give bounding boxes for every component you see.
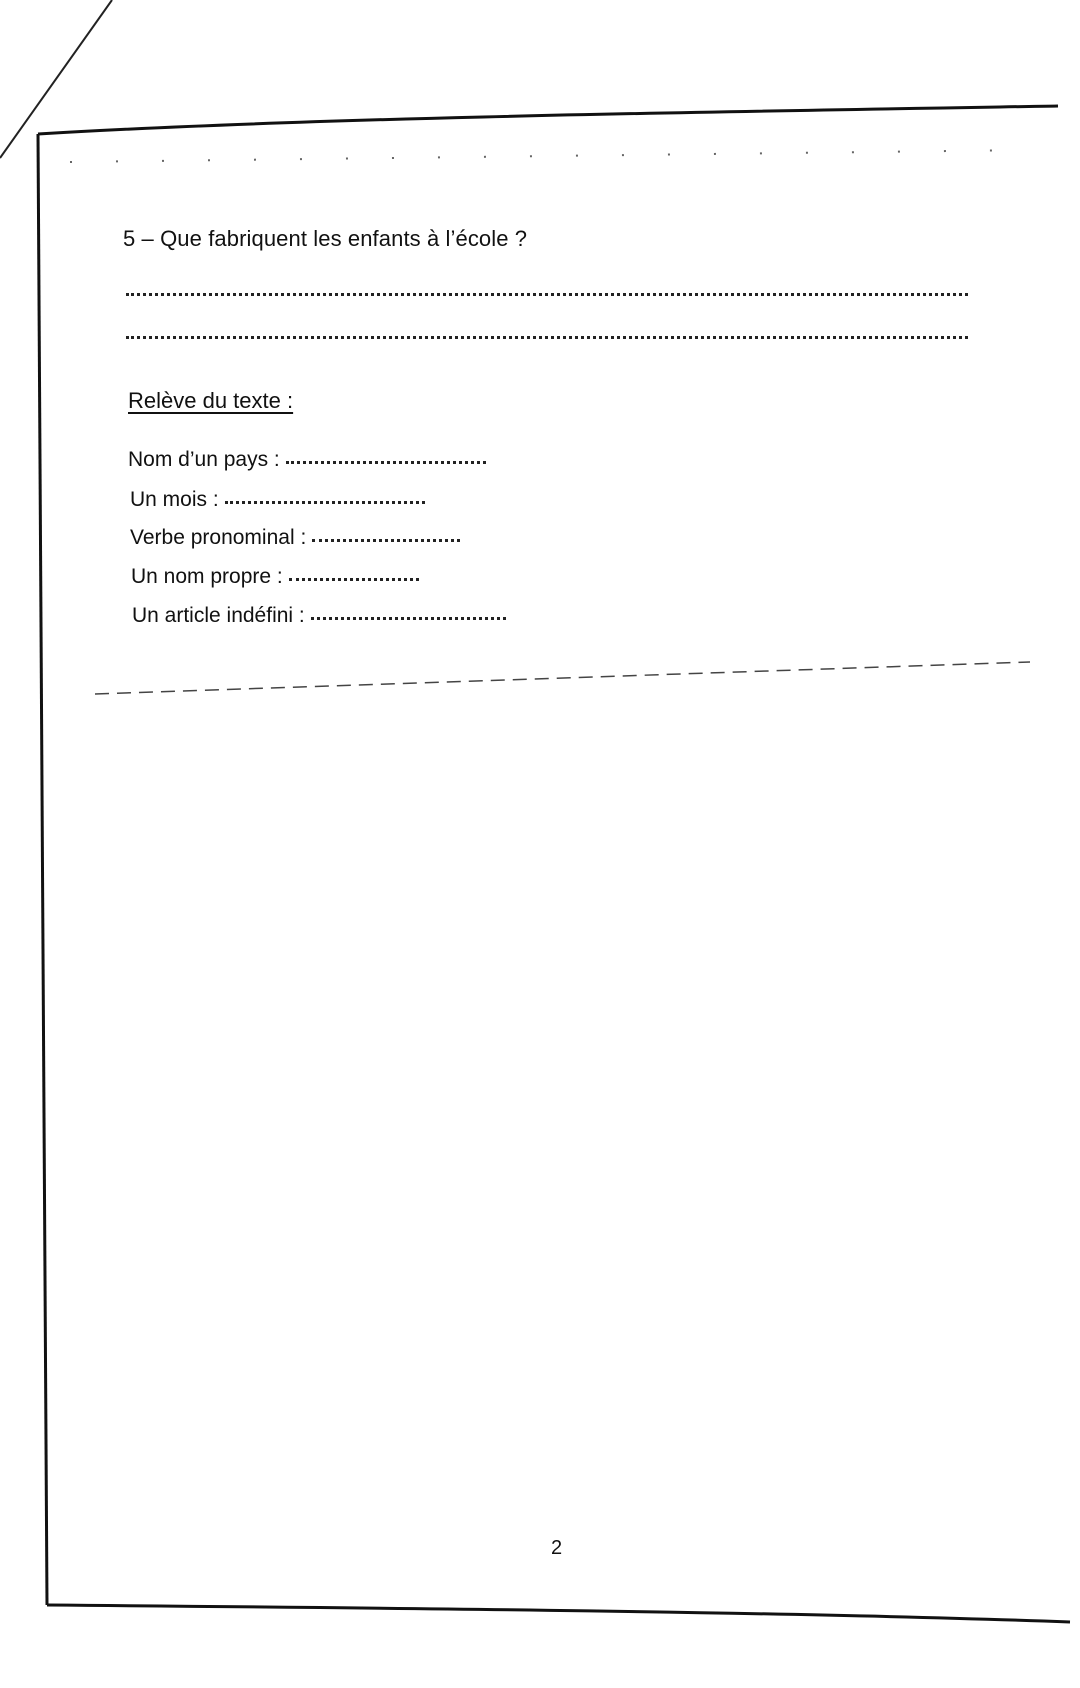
page-number: 2 (551, 1537, 563, 1559)
blank-line (312, 539, 460, 542)
blank-line (286, 461, 486, 464)
field-country (128, 448, 486, 472)
field-indefinite-article (132, 604, 506, 628)
field-proper-noun (131, 565, 419, 589)
field-label: Un nom propre : (131, 565, 283, 588)
question-5: 5 – Que fabriquent les enfants à l’école ? (123, 226, 528, 251)
field-month (130, 488, 425, 512)
field-pronominal-verb (130, 526, 460, 550)
answer-line-1 (126, 293, 968, 296)
blank-line (311, 617, 506, 620)
blank-line (289, 578, 419, 581)
field-label: Un mois : (130, 488, 219, 511)
field-label: Un article indéfini : (132, 604, 305, 627)
section-heading: Relève du texte : (128, 388, 294, 413)
blank-line (225, 501, 425, 504)
field-label: Verbe pronominal : (130, 526, 307, 549)
field-label: Nom d’un pays : (128, 448, 280, 471)
answer-line-2 (126, 336, 968, 339)
